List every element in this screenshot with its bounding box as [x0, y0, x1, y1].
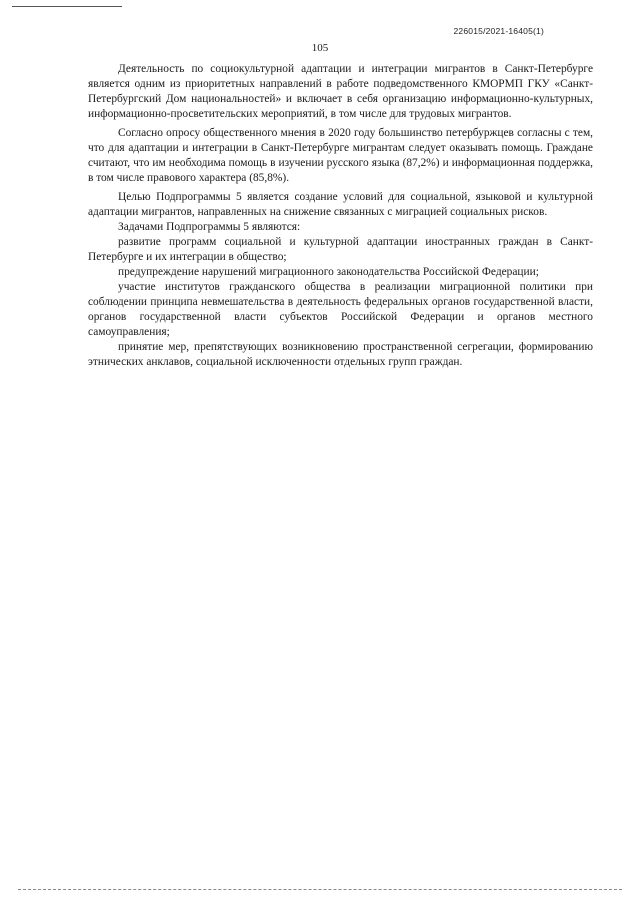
bottom-edge-rule [18, 889, 622, 891]
paragraph-tasks-intro: Задачами Подпрограммы 5 являются: [118, 221, 301, 233]
list-item-task-1: развитие программ социальной и культурной адаптации иностранных граждан в Санкт-Петербурге и их интеграции в общество; [88, 236, 593, 263]
list-item-task-4: принятие мер, препятствующих возникновению пространственной сегрегации, формированию этнических анклавов, социальной исключенности отдельных групп граждан. [88, 341, 593, 368]
list-item-task-2: предупреждение нарушений миграционного законодательства Российской Федерации; [118, 266, 539, 278]
document-id: 226015/2021-16405(1) [453, 26, 544, 36]
paragraph-survey: Согласно опросу общественного мнения в 2020 году большинство петербуржцев согласны с тем, что для адаптации и интеграции в Санкт-Петербурге мигрантам следует оказывать помощь. Граждане считают, что им необходима помощь в изучении русского языка (87,2%) и информационная поддержка, в том числе правового характера (85,8%). [88, 127, 593, 184]
top-edge-rule [12, 6, 122, 7]
paragraph-goal: Целью Подпрограммы 5 является создание условий для социальной, языковой и культурной адаптации мигрантов, направленных на снижение связанных с миграцией социальных рисков. [88, 191, 593, 218]
page-number: 105 [311, 42, 329, 54]
document-body [88, 62, 593, 370]
list-item-task-3: участие институтов гражданского общества в реализации миграционной политики при соблюдении принципа невмешательства в деятельность федеральных органов государственной власти, органов государственной власти субъектов Российской Федерации и органов местного самоуправления; [88, 281, 593, 338]
paragraph-activity: Деятельность по социокультурной адаптации и интеграции мигрантов в Санкт-Петербурге является одним из приоритетных направлений в работе подведомственного КМОРМП ГКУ «Санкт-Петербургский Дом национальностей» и включает в себя организацию информационно-культурных, информационно-просветительских мероприятий, в том числе для трудовых мигрантов. [88, 63, 593, 120]
